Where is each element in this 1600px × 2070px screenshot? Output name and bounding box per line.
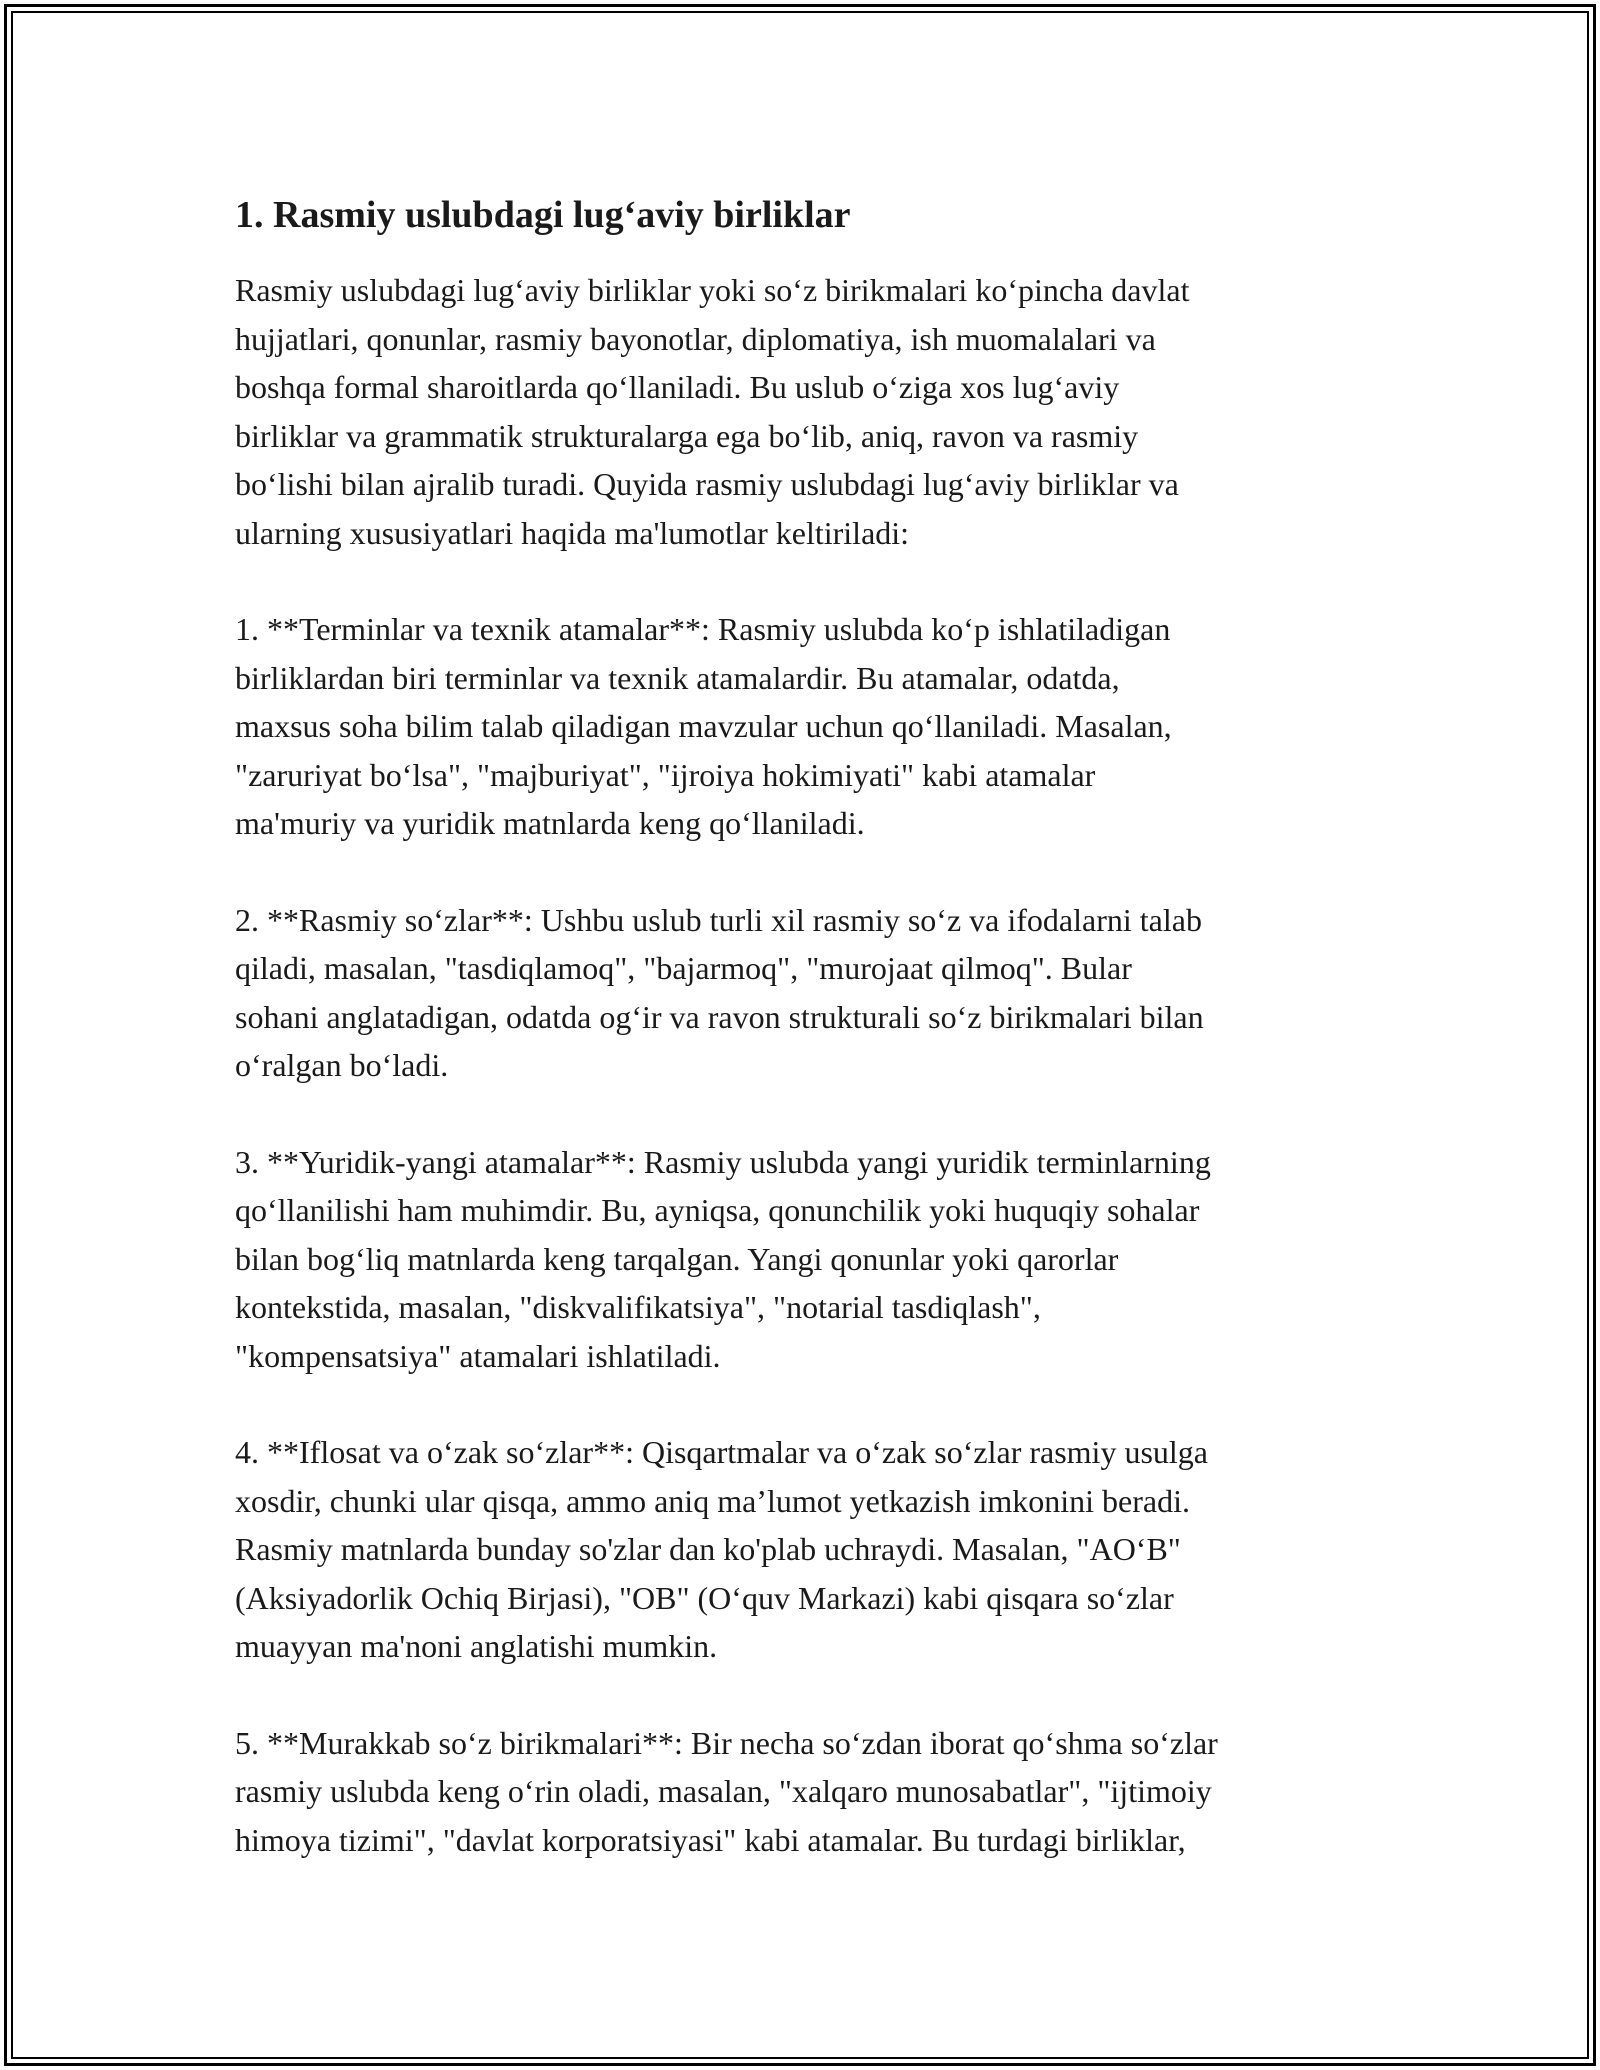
paragraph-list	[235, 266, 1375, 1864]
text-line: boshqa formal sharoitlarda qo‘llaniladi. Bu uslub o‘ziga xos lug‘aviy	[235, 369, 1120, 405]
text-line: (Aksiyadorlik Ochiq Birjasi), "OB" (O‘quv Markazi) kabi qisqara so‘zlar	[235, 1579, 1174, 1616]
text-line: maxsus soha bilim talab qiladigan mavzular uchun qo‘llaniladi. Masalan,	[235, 708, 1172, 744]
text-line: birliklar va grammatik strukturalarga ega bo‘lib, aniq, ravon va rasmiy	[235, 417, 1139, 454]
text-line: birliklardan biri terminlar va texnik atamalardir. Bu atamalar, odatda,	[235, 659, 1120, 696]
paragraph-1	[235, 266, 1375, 557]
paragraph-5	[235, 1428, 1375, 1671]
paragraph-6	[235, 1719, 1375, 1865]
text-line: qo‘llanilishi ham muhimdir. Bu, ayniqsa, qonunchilik yoki huquqiy sohalar	[235, 1192, 1200, 1228]
text-line: himoya tizimi", "davlat korporatsiyasi" kabi atamalar. Bu turdagi birliklar,	[235, 1821, 1186, 1858]
text-line: muayyan ma'noni anglatishi mumkin.	[235, 1628, 718, 1664]
text-line: kontekstida, masalan, "diskvalifikatsiya", "notarial tasdiqlash",	[235, 1289, 1041, 1325]
text-line: Rasmiy matnlarda bunday so'zlar dan ko'plab uchraydi. Masalan, "AO‘B"	[235, 1531, 1181, 1567]
text-line: xosdir, chunki ular qisqa, ammo aniq ma’lumot yetkazish imkonini beradi.	[235, 1482, 1190, 1519]
text-line: bilan bog‘liq matnlarda keng tarqalgan. Yangi qonunlar yoki qarorlar	[235, 1240, 1119, 1277]
section-heading: 1. Rasmiy uslubdagi lug‘aviy birliklar	[235, 194, 851, 236]
text-line: o‘ralgan bo‘ladi.	[235, 1047, 449, 1083]
text-line: 3. **Yuridik-yangi atamalar**: Rasmiy uslubda yangi yuridik terminlarning	[235, 1143, 1211, 1180]
text-line: 2. **Rasmiy so‘zlar**: Ushbu uslub turli xil rasmiy so‘z va ifodalarni talab	[235, 901, 1202, 938]
text-line: Rasmiy uslubdagi lug‘aviy birliklar yoki so‘z birikmalari ko‘pincha davlat	[235, 272, 1190, 308]
paragraph-2	[235, 605, 1375, 848]
document-body	[235, 186, 1375, 1912]
text-line: "zaruriyat bo‘lsa", "majburiyat", "ijroiya hokimiyati" kabi atamalar	[235, 756, 1096, 793]
paragraph-4	[235, 1138, 1375, 1381]
text-line: 1. **Terminlar va texnik atamalar**: Rasmiy uslubda ko‘p ishlatiladigan	[235, 611, 1171, 647]
text-line: 5. **Murakkab so‘z birikmalari**: Bir necha so‘zdan iborat qo‘shma so‘zlar	[235, 1724, 1218, 1761]
text-line: rasmiy uslubda keng o‘rin oladi, masalan, "xalqaro munosabatlar", "ijtimoiy	[235, 1773, 1212, 1809]
text-line: ma'muriy va yuridik matnlarda keng qo‘llaniladi.	[235, 805, 865, 841]
text-line: sohani anglatadigan, odatda og‘ir va ravon strukturali so‘z birikmalari bilan	[235, 998, 1204, 1035]
text-line: "kompensatsiya" atamalari ishlatiladi.	[235, 1337, 721, 1374]
paragraph-3	[235, 896, 1375, 1090]
text-line: bo‘lishi bilan ajralib turadi. Quyida rasmiy uslubdagi lug‘aviy birliklar va	[235, 466, 1179, 502]
text-line: hujjatlari, qonunlar, rasmiy bayonotlar, diplomatiya, ish muomalalari va	[235, 320, 1156, 357]
text-line: qiladi, masalan, "tasdiqlamoq", "bajarmoq", "murojaat qilmoq". Bular	[235, 950, 1132, 986]
text-line: 4. **Iflosat va o‘zak so‘zlar**: Qisqartmalar va o‘zak so‘zlar rasmiy usulga	[235, 1434, 1208, 1470]
text-line: ularning xususiyatlari haqida ma'lumotlar keltiriladi:	[235, 514, 910, 551]
